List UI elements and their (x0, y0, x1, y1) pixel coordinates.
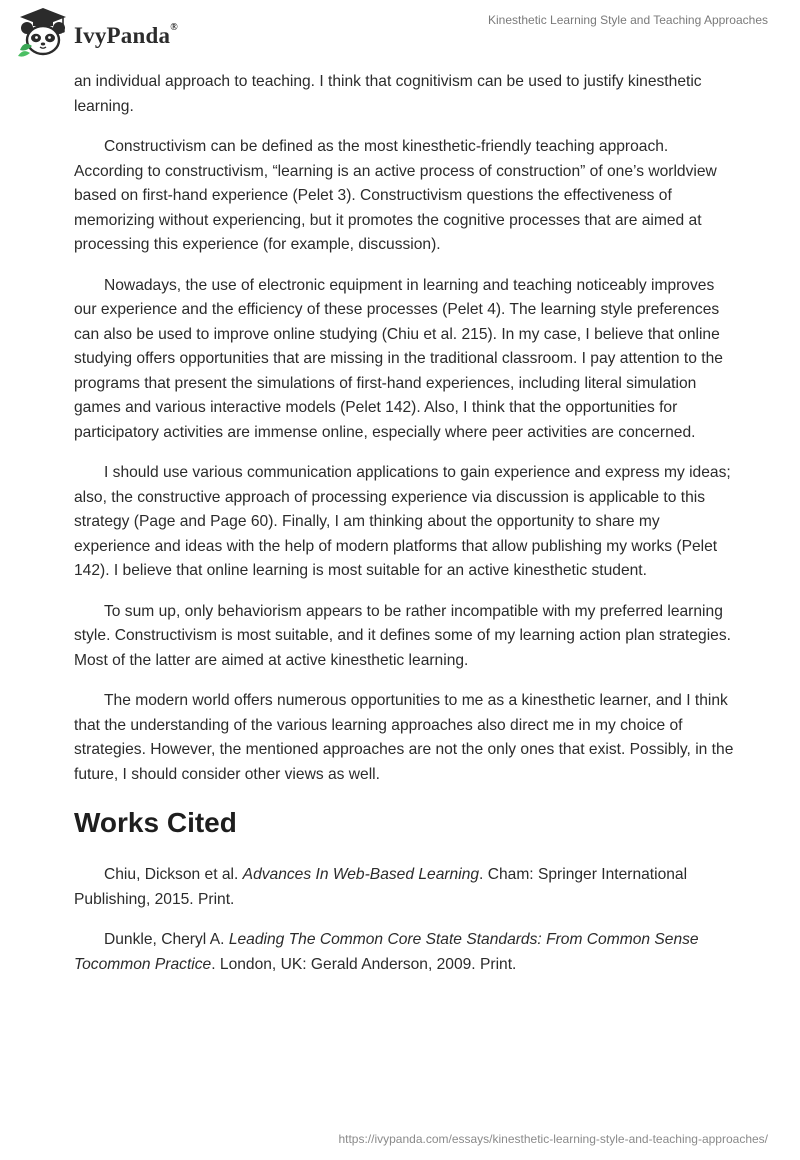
works-cited-list (74, 863, 734, 977)
citation-author: Chiu, Dickson et al. (104, 866, 243, 883)
paragraph: To sum up, only behaviorism appears to be rather incompatible with my preferred learning style. Constructivism is most suitable, and it defines some of my learning action plan strategies. Most of the latter are aimed at active kinesthetic learning. (74, 602, 731, 669)
citation-entry (74, 928, 734, 977)
source-url-link[interactable]: https://ivypanda.com/essays/kinesthetic-learning-style-and-teaching-approaches/ (338, 1132, 768, 1146)
citation-entry (74, 863, 734, 912)
ivypanda-logo[interactable] (14, 6, 178, 60)
citation-publisher: . London, UK: Gerald Anderson, 2009. Print. (211, 955, 517, 973)
document-title: Kinesthetic Learning Style and Teaching Approaches (488, 13, 768, 27)
citation-author: Dunkle, Cheryl A. (104, 931, 229, 948)
panda-graduate-icon (14, 6, 72, 60)
paragraph: Nowadays, the use of electronic equipment in learning and teaching noticeably improves our experience and the efficiency of these processes (Pelet 4). The learning style preferences can also be used to improve online studying (Chiu et al. 215). In my case, I believe that online studying offers opportunities that are missing in the traditional classroom. I pay attention to the programs that present the simulations of first-hand experiences, including literal simulation games and various interactive models (Pelet 142). Also, I think that the opportunities for participatory activities are immense online, especially where peer activities are concerned. (74, 276, 723, 441)
paragraph: an individual approach to teaching. I think that cognitivism can be used to justify kinesthetic learning. (74, 73, 702, 115)
paragraph: I should use various communication applications to gain experience and express my ideas; also, the constructive approach of processing experience via discussion is applicable to this strategy (Page and Page 60). Finally, I am thinking about the opportunity to share my experience and ideas with the help of modern platforms that allow publishing my works (Pelet 142). I believe that online learning is most suitable for an active kinesthetic student. (74, 464, 731, 579)
works-cited-heading: Works Cited (74, 807, 237, 838)
registered-mark: ® (170, 22, 178, 34)
citation-publisher: . Cham: Springer International Publishing, 2015. Print. (74, 866, 688, 908)
paragraph: Constructivism can be defined as the most kinesthetic-friendly teaching approach. According to constructivism, “learning is an active process of construction” of one’s worldview based on first-hand experience (Pelet 3). Constructivism questions the effectiveness of memorizing without experiencing, but it promotes the cognitive processes that are aimed at processing this experience (for example, discussion). (74, 138, 717, 253)
essay-body (74, 70, 734, 993)
citation-title: Advances In Web-Based Learning (242, 866, 480, 883)
page-header (0, 0, 800, 66)
logo-text: IvyPanda (74, 23, 171, 48)
paragraph: The modern world offers numerous opportunities to me as a kinesthetic learner, and I think that the understanding of the various learning approaches also direct me in my choice of strategies. However, the mentioned approaches are not the only ones that exist. Possibly, in the future, I should consider other views as well. (74, 692, 734, 783)
citation-title: Leading The Common Core State Standards: From Common Sense Tocommon Practice (74, 931, 699, 973)
